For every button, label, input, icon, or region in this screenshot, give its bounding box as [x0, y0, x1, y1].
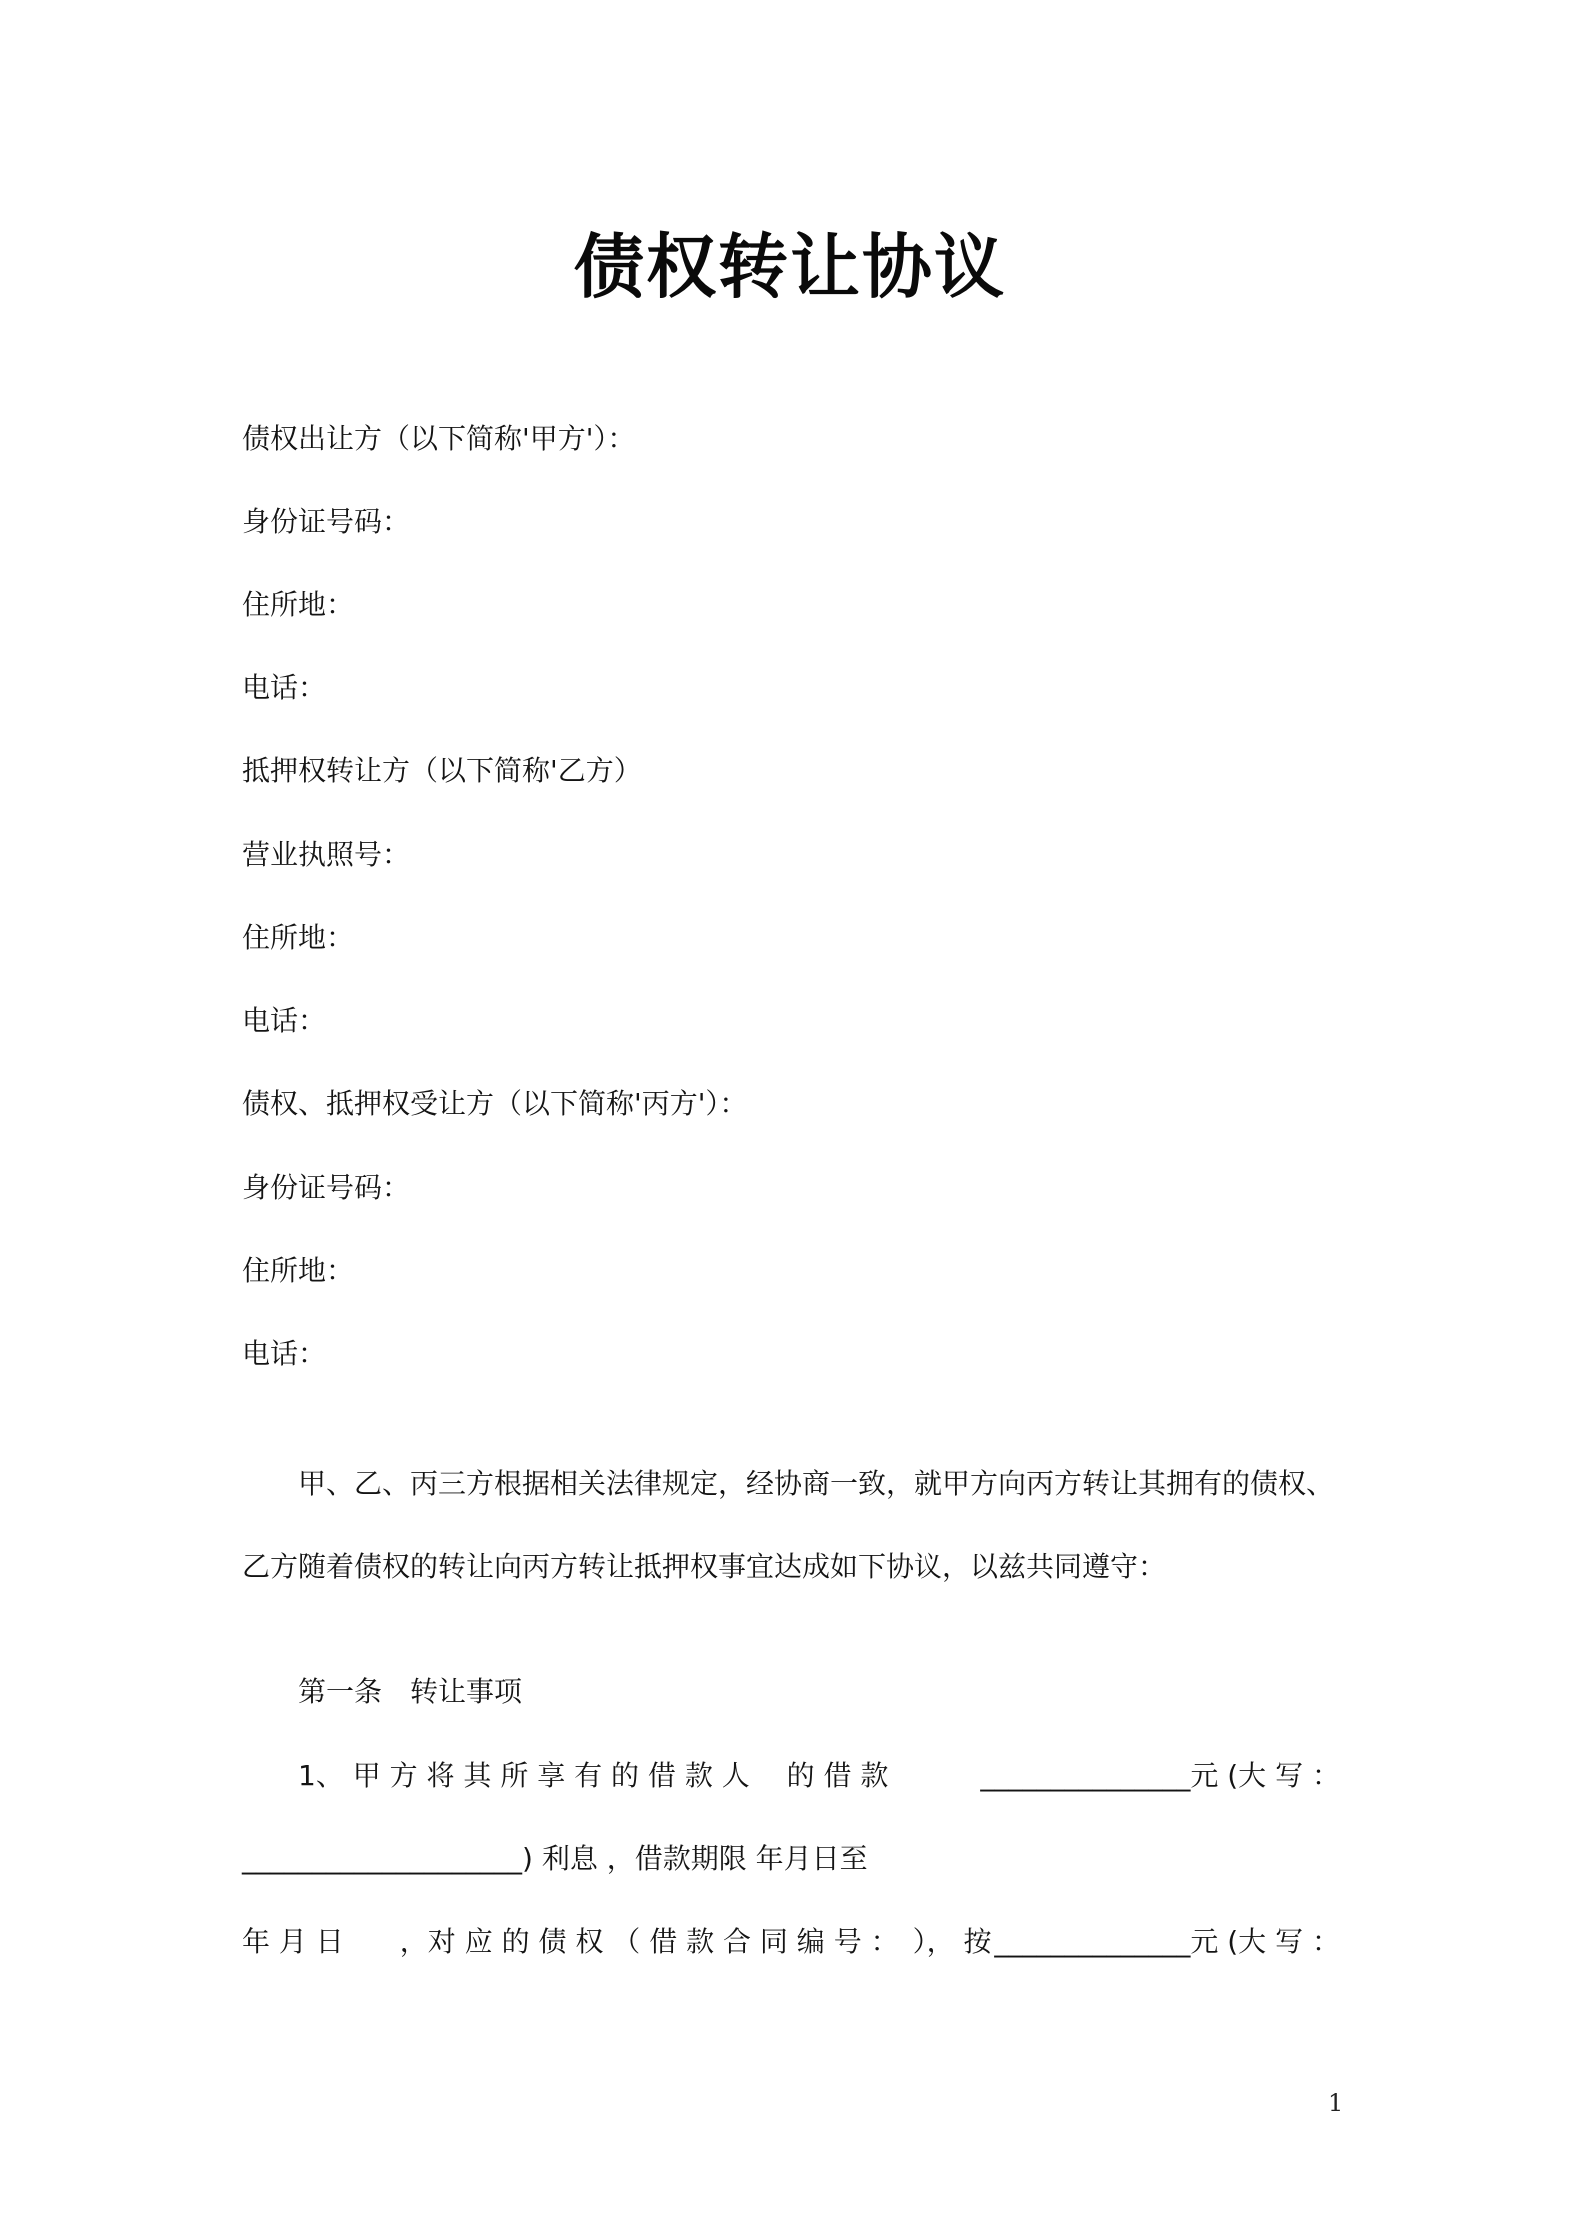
party-a-address-label: 住所地：	[242, 588, 355, 621]
intro-paragraph-line-2: 乙方随着债权的转让向丙方转让抵押权事宜达成如下协议，以兹共同遵守：	[242, 1550, 1167, 1583]
clause-1-line-1-amount: _______________元 (大 写 ：	[980, 1759, 1340, 1792]
clause-1-line-3-amount: ______________元 (大 写 ：	[994, 1925, 1340, 1958]
party-a-phone-label: 电话：	[242, 671, 327, 704]
party-b-address-label: 住所地：	[242, 921, 355, 954]
clause-1-line-1-text: 1、 甲 方 将 其 所 享 有 的 借 款 人 的 借 款	[298, 1759, 889, 1792]
party-c-address-label: 住所地：	[242, 1254, 355, 1287]
article-1-heading: 第一条 转让事项	[298, 1675, 523, 1708]
document-title: 债权转让协议	[574, 226, 1006, 308]
intro-paragraph-line-1: 甲、乙、丙三方根据相关法律规定，经协商一致，就甲方向丙方转让其拥有的债权、	[298, 1467, 1335, 1500]
party-b-phone-label: 电话：	[242, 1004, 327, 1037]
party-b-license-label: 营业执照号：	[242, 838, 411, 871]
party-b-label: 抵押权转让方（以下简称'乙方）	[242, 754, 642, 787]
page-number: 1	[1328, 2089, 1344, 2117]
clause-1-line-2: ____________________) 利息 ，借款期限 年月日至	[242, 1842, 868, 1875]
party-c-label: 债权、抵押权受让方（以下简称'丙方'）：	[242, 1087, 748, 1120]
clause-1-line-1	[298, 1756, 1340, 1796]
party-c-id-label: 身份证号码：	[242, 1171, 411, 1204]
clause-1-line-3-text: 年 月 日 ，对 应 的 债 权 （ 借 款 合 同 编 号 ： ）， 按	[242, 1925, 992, 1958]
clause-1-line-3	[242, 1922, 1340, 1962]
party-a-id-label: 身份证号码：	[242, 505, 411, 538]
party-c-phone-label: 电话：	[242, 1337, 327, 1370]
party-a-label: 债权出让方（以下简称'甲方'）：	[242, 422, 636, 455]
